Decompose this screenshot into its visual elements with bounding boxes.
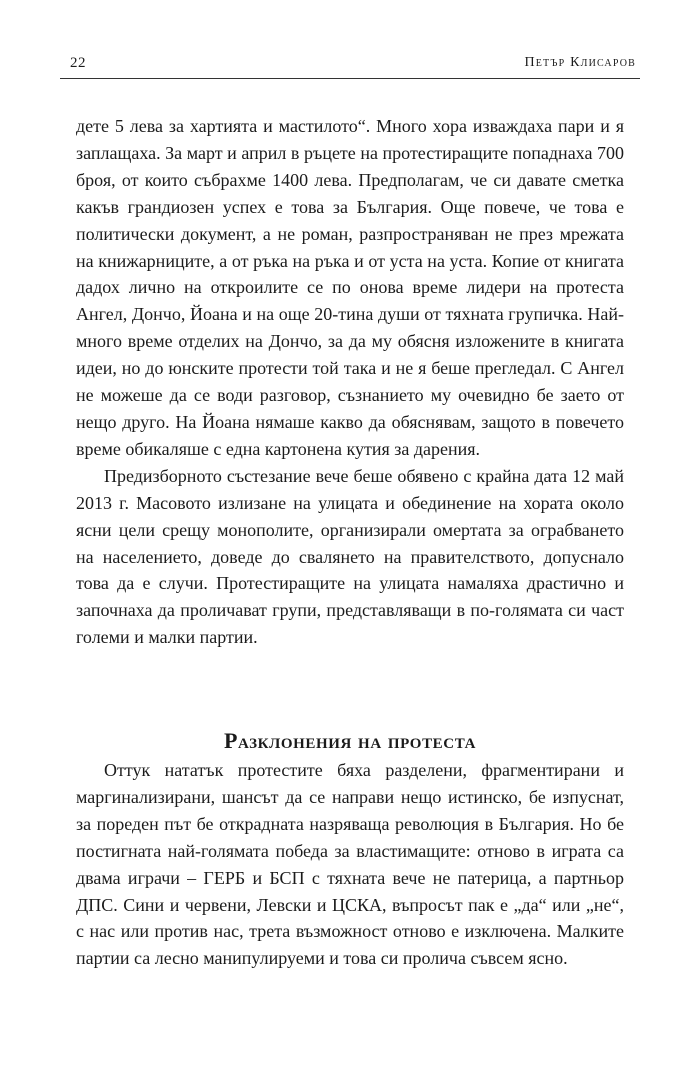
body-text-bottom bbox=[76, 757, 624, 972]
paragraph-continued: дете 5 лева за хартията и мастилото“. Много хора изваждаха пари и я заплащаха. За март и април в ръцете на протестиращите попаднаха 700 броя, от които събрахме 1400 лева. Предполагам, че си давате сметка какъв грандиозен успех е това за България. Още повече, че това е политически документ, а не роман, разпространяван не през мрежата на книжарниците, а от ръка на ръка и от уста на уста. Копие от книгата дадох лично на откроилите се по онова време лидери на протеста Ангел, Дончо, Йоана и на още 20-тина души от тяхната групичка. Най-много време отделих на Дончо, за да му обясня изложените в книгата идеи, но до юнските протести той така и не я беше прегледал. С Ангел не можеше да се води разговор, съзнанието му очевидно бе заето от нещо друго. На Йоана нямаше какво да обяснявам, защото в повечето време обикаляше с една картонена кутия за дарения. bbox=[76, 116, 624, 459]
paragraph-protest-branches: Оттук нататък протестите бяха разделени, фрагментирани и маргинализирани, шансът да се направи нещо истинско, бе изпуснат, за пореден път бе открадната назряваща революция в България. Но бе постигната най-голямата победа за властимащите: отново в играта са двама играчи – ГЕРБ и БСП с тяхната вече не патерица, а партньор ДПС. Сини и червени, Левски и ЦСКА, въпросът пак е „да“ или „не“, с нас или против нас, трета възможност отново е изключена. Малките партии са лесно манипулируеми и това си пролича съвсем ясно. bbox=[76, 760, 624, 969]
author-name: Петър Клисаров bbox=[524, 55, 636, 70]
running-header bbox=[60, 52, 640, 79]
section-heading: Разклонения на протеста bbox=[223, 728, 477, 753]
paragraph-election: Предизборното състезание вече беше обявено с крайна дата 12 май 2013 г. Масовото излизане на улицата и обединение на хората около ясни цели срещу монополите, организирали омертата за ограбването на населението, доведе до свалянето на правителството, допуснало това да е случи. Протестиращите на улицата намаляха драстично и започнаха да проличават групи, представляващи в по-голямата си част големи и малки партии. bbox=[76, 465, 624, 648]
body-text-top bbox=[76, 113, 624, 651]
page-number: 22 bbox=[70, 55, 86, 71]
